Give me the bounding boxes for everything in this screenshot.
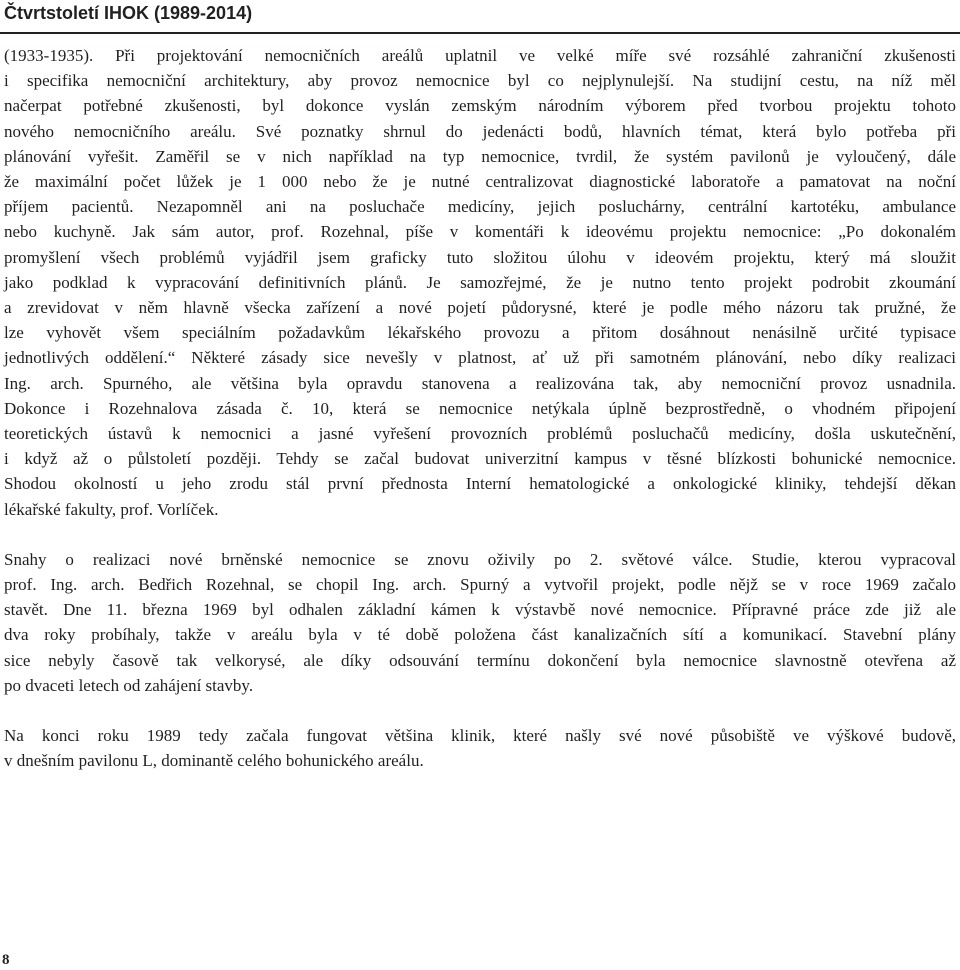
text-line: teoretických ústavů k nemocnici a jasné vyřešení provozních problémů posluchačů medicíny, došla uskutečnění, xyxy=(4,424,956,444)
text-line: prof. Ing. arch. Bedřich Rozehnal, se chopil Ing. arch. Spurný a vytvořil projekt, podle nějž se v roce 1969 začalo xyxy=(4,575,956,595)
text-line: v dnešním pavilonu L, dominantě celého bohunického areálu. xyxy=(4,751,424,771)
text-line: stavět. Dne 11. března 1969 byl odhalen základní kámen k výstavbě nové nemocnice. Přípravné práce zde již ale xyxy=(4,600,956,620)
text-line: Shodou okolností u jeho zrodu stál první přednosta Interní hematologické a onkologické kliniky, tehdejší děkan xyxy=(4,474,956,494)
text-line: Dokonce i Rozehnalova zásada č. 10, která se nemocnice netýkala úplně bezprostředně, o vhodném připojení xyxy=(4,398,956,418)
text-line: Ing. arch. Spurného, ale většina byla opravdu stanovena a realizována tak, aby nemocniční provoz usnadnila. xyxy=(4,373,956,393)
page-number: 8 xyxy=(2,952,10,968)
paragraph-2 xyxy=(4,547,956,698)
text-line: že maximální počet lůžek je 1 000 nebo že je nutné centralizovat diagnostické laboratoře a pamatovat na noční xyxy=(4,172,956,192)
text-line: Snahy o realizaci nové brněnské nemocnice se znovu oživily po 2. světové válce. Studie, kterou vypracoval xyxy=(4,549,956,569)
text-line: plánování vyřešit. Zaměřil se v nich například na typ nemocnice, tvrdil, že systém pavilonů je vyloučený, dále xyxy=(4,146,956,166)
text-line: (1933-1935). Při projektování nemocničních areálů uplatnil ve velké míře své rozsáhlé zahraniční zkušenosti xyxy=(4,46,956,65)
text-line: sice nebyly časově tak velkorysé, ale díky odsouvání termínu dokončení byla nemocnice slavnostně otevřena až xyxy=(4,650,956,670)
paragraph-1 xyxy=(4,43,956,522)
text-line: i specifika nemocniční architektury, aby provoz nemocnice byl co nejplynulejší. Na studijní cestu, na níž měl xyxy=(4,71,956,91)
text-line: příjem pacientů. Nezapomněl ani na posluchače medicíny, jejich posluchárny, centrální kartotéku, ambulance xyxy=(4,197,956,217)
text-line: promyšlení všech problémů vyjádřil jsem graficky tuto složitou úlohu v ideovém projektu, který má sloužit xyxy=(4,247,956,267)
header-divider xyxy=(0,32,960,34)
page-header-title: Čtvrtstoletí IHOK (1989-2014) xyxy=(4,3,253,23)
text-line: nového nemocničního areálu. Své poznatky shrnul do jedenácti bodů, hlavních témat, která bylo potřeba při xyxy=(4,121,956,141)
text-line: načerpat potřebné zkušenosti, byl dokonce vyslán zemským národním výborem před tvorbou projektu tohoto xyxy=(4,96,956,116)
text-line: nebo kuchyně. Jak sám autor, prof. Rozehnal, píše v komentáři k ideovému projektu nemocnice: „Po dokonalém xyxy=(4,222,956,242)
text-line: dva roky probíhaly, takže v areálu byla v té době položena část kanalizačních sítí a komunikací. Stavební plány xyxy=(4,625,956,645)
document-body xyxy=(4,43,956,773)
text-line: i když až o půlstoletí později. Tehdy se začal budovat univerzitní kampus v těsné blízkosti bohunické nemocnice. xyxy=(4,449,956,469)
text-line: lze vyhovět všem speciálním požadavkům lékařského provozu a přitom dosáhnout nenásilně určité typisace xyxy=(4,323,956,343)
text-line: a zrevidovat v něm hlavně všecka zařízení a nové pojetí půdorysné, které je podle mého názoru tak pružné, že xyxy=(4,298,956,318)
text-line: Na konci roku 1989 tedy začala fungovat většina klinik, které našly své nové působiště ve výškové budově, xyxy=(4,726,956,746)
paragraph-3 xyxy=(4,723,956,773)
text-line: jako podklad k vypracování definitivních plánů. Je samozřejmé, že je nutno tento projekt podrobit zkoumání xyxy=(4,272,956,292)
text-line: po dvaceti letech od zahájení stavby. xyxy=(4,675,254,695)
text-line: jednotlivých oddělení.“ Některé zásady sice nevešly v platnost, ať už při samotném plánování, nebo díky realizaci xyxy=(4,348,956,368)
text-line: lékařské fakulty, prof. Vorlíček. xyxy=(4,499,219,519)
